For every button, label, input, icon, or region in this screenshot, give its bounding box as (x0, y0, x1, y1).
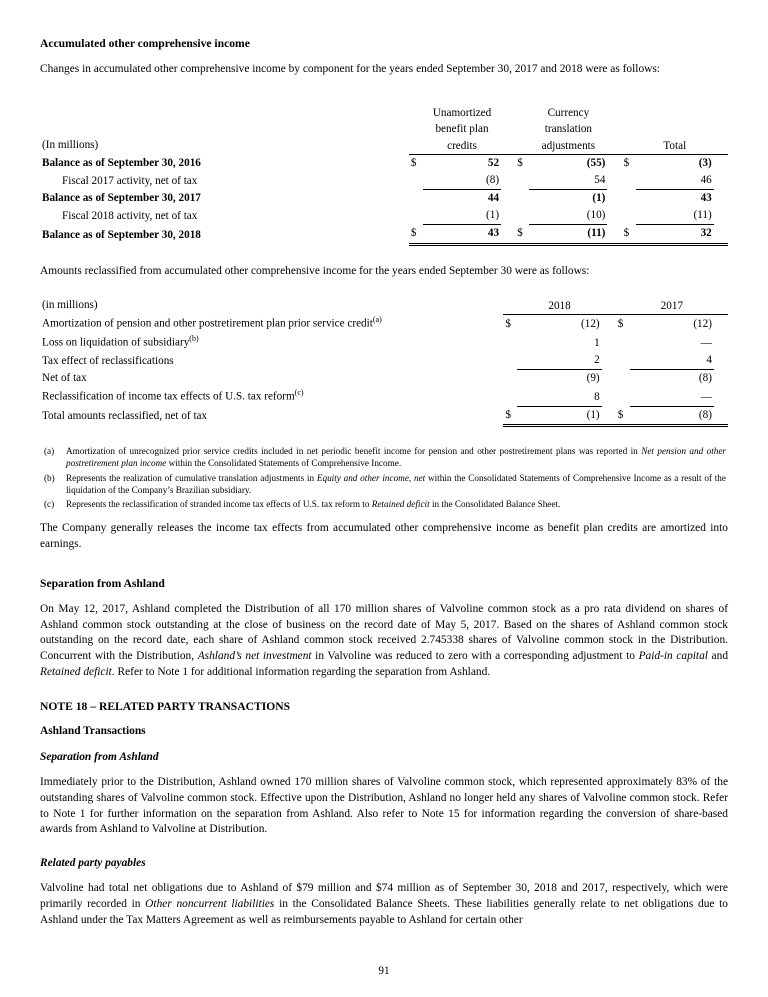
cell-value: (8) (630, 406, 714, 425)
paragraph-italic: Paid-in capital (638, 650, 708, 663)
footnote-marker: (c) (44, 499, 55, 510)
paragraph-text: in the Consolidated Balance Sheets. These liabilities generally relate to net obligations due to Ashland under the Tax Matters Agreement as well as reimbursements payable to Ashland for certain other (40, 898, 728, 926)
paragraph-text: On May 12, 2017, Ashland completed the Distribution of all 170 million shares of Valvoline common stock as a pro rata dividend on shares of Ashland common stock outstanding at the close of business on the record date of May 5, 2017. Based on the shares of Ashland common stock outstanding on the record date, each share of Ashland common stock received 2.745338 shares of Valvoline common stock in the Distribution. Concurrent with the Distribution, (40, 602, 728, 663)
footnote-c (40, 498, 728, 510)
col-header-2017: 2017 (616, 297, 728, 314)
row-label: Net of tax (42, 372, 87, 385)
currency-symbol (503, 370, 517, 388)
table-row (40, 387, 728, 406)
cell-value: (12) (693, 318, 712, 331)
col-header-total-l3: Total (622, 137, 728, 154)
footnote-text: Amortization of unrecognized prior service credits included in net periodic benefit income for pension and other postretirement plans was reported in (66, 445, 642, 456)
cell-value: — (700, 336, 712, 349)
currency-symbol (515, 207, 529, 225)
currency-symbol: $ (505, 318, 511, 331)
cell-value: 43 (423, 225, 501, 244)
footnote-b (40, 472, 728, 497)
table-row (40, 314, 728, 333)
table-row (40, 225, 728, 244)
table-header-row (40, 105, 728, 121)
footnote-ref-c: (c) (294, 388, 304, 398)
cell-value: 4 (630, 352, 714, 370)
table-header-row (40, 137, 728, 154)
paragraph-text: . Refer to Note 1 for additional information regarding the separation from Ashland. (111, 665, 491, 678)
row-label: Amortization of pension and other postretirement plan prior service credit (42, 318, 373, 331)
currency-symbol (409, 172, 423, 190)
footnote-ref-b: (b) (189, 334, 199, 344)
col-header-total-l1 (622, 105, 728, 121)
page-number: 91 (378, 964, 390, 977)
separation-body-paragraph: Immediately prior to the Distribution, Ashland owned 170 million shares of Valvoline common stock, which represented approximately 83% of the outstanding shares of Valvoline common stock. Effective upon the Distribution, Ashland no longer held any shares of Valvoline common stock. Refer to Note 1 for further information on the separation from Ashland. Also refer to Note 15 for information regarding the conversion of share-based awards from Ashland to Valvoline at Distribution. (40, 776, 728, 836)
cell-value: 1 (594, 336, 600, 349)
currency-symbol: $ (409, 225, 423, 244)
paragraph-italic: Ashland’s net investment (197, 650, 312, 663)
row-label: Balance as of September 30, 2016 (42, 156, 201, 169)
cell-value: (8) (698, 372, 712, 385)
currency-symbol (622, 207, 636, 225)
separation-paragraph (40, 602, 728, 681)
currency-symbol: $ (503, 406, 517, 425)
cell-value: (12) (581, 318, 600, 331)
col-header-currency-l1: Currency (547, 107, 590, 120)
ashland-transactions-heading: Ashland Transactions (40, 725, 146, 738)
row-label: Fiscal 2018 activity, net of tax (62, 209, 198, 222)
cell-value: 2 (517, 352, 601, 370)
row-label: Tax effect of reclassifications (42, 354, 174, 367)
currency-symbol (515, 190, 529, 208)
col-header-unamortized-l1: Unamortized (432, 107, 492, 120)
currency-symbol: $ (515, 225, 529, 244)
related-party-payables-heading: Related party payables (40, 856, 146, 869)
row-label: Balance as of September 30, 2018 (42, 228, 201, 241)
currency-symbol: $ (617, 318, 624, 331)
paragraph-text: and (707, 650, 729, 663)
related-party-paragraph (40, 881, 728, 928)
row-label: Loss on liquidation of subsidiary (42, 336, 190, 349)
table-row (40, 190, 728, 208)
currency-symbol (622, 190, 636, 208)
row-label: Fiscal 2017 activity, net of tax (62, 174, 198, 187)
footnote-marker: (b) (44, 472, 55, 483)
currency-symbol (515, 172, 529, 190)
post-footnote-paragraph: The Company generally releases the income tax effects from accumulated other comprehensive income as benefit plan credits are amortized into earnings. (40, 521, 728, 550)
currency-symbol (616, 387, 630, 406)
footnote-text: within the Consolidated Statements of Comprehensive Income as a result of the liquidation of the Company’s Brazilian subsidiary. (66, 472, 726, 495)
aoci-rollforward-table (40, 105, 728, 245)
cell-value: (3) (698, 156, 712, 169)
footnote-text: Represents the reclassification of stranded income tax effects of U.S. tax reform to (66, 499, 372, 510)
cell-value: 32 (636, 225, 714, 244)
cell-value: 43 (700, 192, 712, 205)
separation-heading: Separation from Ashland (40, 577, 165, 591)
cell-value: (11) (529, 225, 607, 244)
intro-paragraph: Changes in accumulated other comprehensive income by component for the years ended September 30, 2017 and 2018 were as follows: (40, 62, 660, 75)
col-header-currency-l3: adjustments (515, 137, 621, 154)
currency-symbol (503, 387, 517, 406)
footnote-italic: Net pension and other postretirement plan income (66, 445, 727, 469)
currency-symbol (503, 352, 517, 370)
row-label: Reclassification of income tax effects of U.S. tax reform (42, 391, 295, 404)
cell-value: 8 (517, 387, 601, 406)
footnote-italic: Retained deficit (371, 499, 430, 510)
table-header-row (40, 121, 728, 137)
paragraph-text: in Valvoline was reduced to zero with a corresponding adjustment to (311, 650, 639, 663)
cell-value: (10) (529, 207, 607, 225)
currency-symbol (616, 370, 630, 388)
currency-symbol: $ (623, 156, 630, 169)
currency-symbol (409, 190, 423, 208)
reclassification-table (40, 297, 728, 426)
table-row (40, 406, 728, 425)
separation-subheading: Separation from Ashland (40, 750, 159, 763)
footnote-text: within the Consolidated Statements of Comprehensive Income. (166, 458, 402, 469)
paragraph-italic: Retained deficit (40, 665, 112, 678)
col-header-unamortized-l3: credits (409, 137, 515, 154)
currency-symbol (503, 333, 517, 352)
currency-symbol (409, 207, 423, 225)
table-row (40, 207, 728, 225)
col-header-2018: 2018 (503, 297, 615, 314)
cell-value: (8) (423, 172, 501, 190)
paragraph-text: Valvoline had total net obligations due to Ashland of $79 million and $74 million as of September 30, 2018 and 2017, respectively, which were primarily recorded in (40, 882, 728, 911)
col-header-total-l2 (622, 121, 728, 137)
cell-value: (1) (517, 406, 601, 425)
currency-symbol (622, 172, 636, 190)
note-18-heading: NOTE 18 – RELATED PARTY TRANSACTIONS (40, 699, 291, 713)
footnote-marker: (a) (44, 445, 55, 456)
currency-symbol: $ (622, 225, 636, 244)
cell-value: (11) (636, 207, 714, 225)
footnote-text: in the Consolidated Balance Sheet. (429, 499, 561, 510)
table-row (40, 333, 728, 352)
row-label: Balance as of September 30, 2017 (42, 192, 201, 205)
cell-value: 46 (636, 172, 714, 190)
footnote-a (40, 445, 728, 470)
mid-paragraph: Amounts reclassified from accumulated other comprehensive income for the years ended September 30 were as follows: (40, 264, 590, 277)
currency-symbol: $ (616, 406, 630, 425)
currency-symbol: $ (410, 156, 417, 169)
cell-value: 54 (529, 172, 607, 190)
section-title: Accumulated other comprehensive income (40, 37, 250, 50)
units-label: (In millions) (42, 139, 99, 152)
footnote-list (40, 445, 728, 511)
footnote-text: Represents the realization of cumulative translation adjustments in (66, 472, 317, 483)
paragraph-italic: Other noncurrent liabilities (145, 898, 275, 911)
currency-symbol (616, 352, 630, 370)
cell-value: (55) (586, 156, 606, 169)
cell-value: (1) (423, 207, 501, 225)
units-label: (in millions) (42, 299, 98, 312)
cell-value: — (630, 387, 714, 406)
cell-value: (1) (592, 192, 606, 205)
cell-value: (9) (586, 372, 600, 385)
col-header-unamortized-l2: benefit plan (435, 123, 489, 136)
footnote-italic: Equity and other income, net (316, 472, 426, 483)
table-row (40, 172, 728, 190)
table-header-row (40, 297, 728, 314)
table-row (40, 370, 728, 388)
table-row (40, 352, 728, 370)
table-row (40, 154, 728, 172)
col-header-currency-l2: translation (544, 123, 593, 136)
currency-symbol (616, 333, 630, 352)
currency-symbol: $ (517, 156, 523, 169)
row-label: Total amounts reclassified, net of tax (42, 410, 208, 423)
footnote-ref-a: (a) (372, 315, 382, 325)
cell-value: 44 (487, 192, 500, 205)
cell-value: 52 (487, 156, 500, 169)
